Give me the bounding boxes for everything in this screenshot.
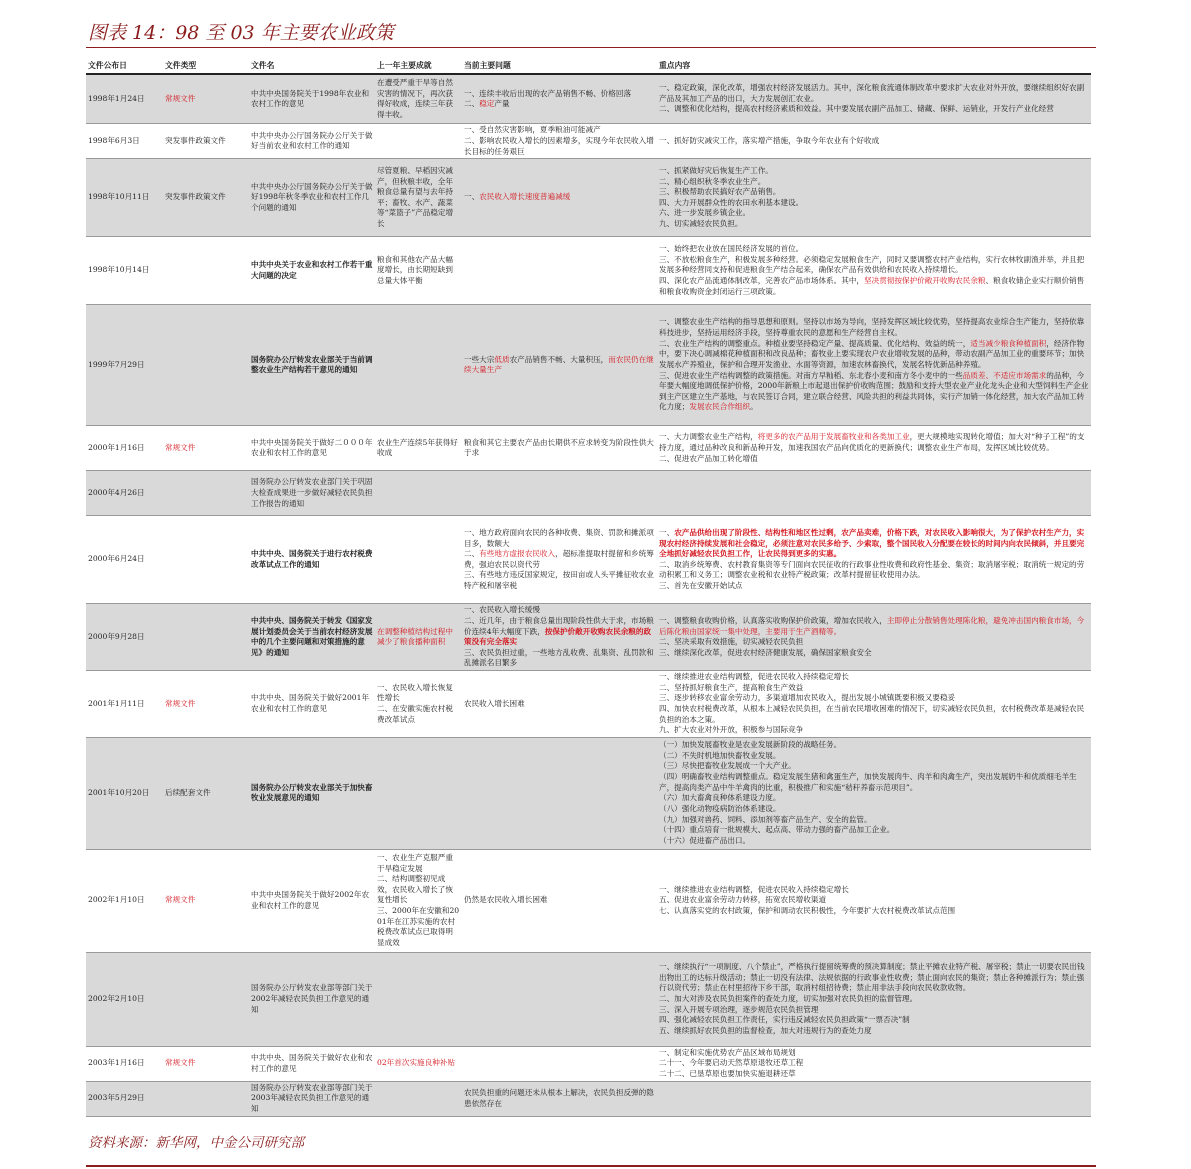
cell-type: 常规文件 [163, 74, 249, 124]
bottom-divider [86, 1165, 1096, 1167]
highlighted-text: 而农民仍在继续大量生产 [464, 354, 654, 375]
source-note: 资料来源：新华网，中金公司研究部 [88, 1135, 304, 1151]
cell-name: 国务院办公厅转发农业部等部门关于2003年减轻农民负担工作意见的通知 [249, 1081, 375, 1116]
header-type: 文件类型 [163, 60, 249, 74]
cell-content [657, 237, 1091, 305]
cell-content-text: 二、精心组织秋冬季农业生产。 [659, 176, 766, 186]
cell-content-line [659, 136, 1089, 147]
cell-content-line [659, 885, 1089, 896]
cell-problem-text: 粮食和其它主要农产品由长期供不应求转变为阶段性供大于求 [464, 437, 654, 458]
cell-content-text: （十四）重点培育一批规模大、起点高、带动力强的畜产品加工企业。 [659, 825, 895, 835]
cell-content-text: 二十二、已垦草原也要加快实施退耕还草 [659, 1069, 796, 1079]
cell-content-text: 六、进一步发展乡镇企业。 [659, 208, 751, 218]
cell-content-text: 一、继续推进农业结构调整，促进农民收入持续稳定增长 [659, 884, 849, 894]
cell-problem-text: ，超标准提取村提留和乡统筹费，强迫农民以资代劳 [464, 549, 654, 569]
cell-problem-line [464, 89, 655, 100]
cell-content-text: 二、农业生产结构的调整重点。种植业要坚持稳定产量、提高质量、优化结构、效益的统一， [659, 338, 971, 348]
cell-date: 2000年4月26日 [86, 471, 163, 516]
cell-result-line [377, 683, 460, 704]
cell-name: 中共中央办公厅国务院办公厅关于做好当前农业和农村工作的通知 [249, 124, 375, 159]
header-content: 重点内容 [657, 60, 1091, 74]
cell-content-line [659, 198, 1089, 209]
cell-content-line [659, 761, 1089, 772]
cell-content-text: 三、不放松粮食生产，积极发展多种经营。必须稳定发展粮食生产，同时又要调整农村产业结构，实行农林牧副渔并举，并且把发展多种经营同支持和促进粮食生产结合起来，确保农产品有效供给和农民收入持续增长。 [659, 254, 1085, 275]
cell-result [375, 952, 462, 1046]
cell-content-line [659, 104, 1089, 115]
cell-problem [462, 426, 657, 471]
cell-problem-line [464, 438, 655, 459]
cell-problem-line [464, 125, 655, 136]
cell-content-text: 二、坚持抓好粮食生产，提高粮食生产效益 [659, 682, 804, 692]
cell-name: 中共中央国务院关于做好二０００年农业和农村工作的意见 [249, 426, 375, 471]
cell-content [657, 74, 1091, 124]
cell-problem-line [464, 355, 655, 376]
highlighted-text: 坚决贯彻按保护价敞开收购农民余粮 [864, 276, 986, 286]
cell-problem [462, 952, 657, 1046]
cell-result-text: 二、结构调整初见成效，农民收入增长了恢复性增长 [377, 874, 453, 905]
cell-content-text: 一、调整粮食收购价格，认真落实收购保护价政策，增加农民收入， [659, 615, 887, 625]
cell-problem-line [464, 1088, 655, 1109]
cell-date: 1998年6月3日 [86, 124, 163, 159]
cell-content [657, 471, 1091, 516]
cell-content-line [659, 1069, 1089, 1080]
cell-content [657, 849, 1091, 952]
cell-result-line [377, 704, 460, 725]
cell-content [657, 516, 1091, 604]
cell-problem-text: 一、地方政府面向农民的各种收费、集资、罚款和摊派项目多，数额大 [464, 527, 654, 548]
cell-type: 常规文件 [163, 426, 249, 471]
cell-problem [462, 737, 657, 849]
cell-content-line [659, 432, 1089, 453]
cell-content-line [659, 1005, 1089, 1016]
cell-result [375, 849, 462, 952]
cell-date: 2000年9月28日 [86, 604, 163, 671]
cell-result-text: 二、在安徽实施农村税费改革试点 [377, 703, 453, 724]
cell-name: 国务院办公厅转发农业部关于加快畜牧业发展意见的通知 [249, 737, 375, 849]
cell-problem [462, 849, 657, 952]
cell-result [375, 124, 462, 159]
cell-problem [462, 604, 657, 671]
cell-content [657, 737, 1091, 849]
cell-result [375, 305, 462, 426]
cell-content-text: 三、促进农业生产结构调整的政策措施。对南方早籼稻、东北春小麦和南方冬小麦中的一些 [659, 370, 963, 380]
cell-content-text: ，经济作物中，要下决心调减棉花种植面积和改良品种；畜牧业上要实现农户农业增收发展的品种，带动农副产品加工业的重要环节；加快发展水产养殖业，保护和合理开发渔业、水面等资源，加速农林畜换代，发展名特优新品种养殖。 [659, 338, 1085, 369]
table-row [86, 74, 1091, 124]
cell-name: 中共中央、国务院关于进行农村税费改革试点工作的通知 [249, 516, 375, 604]
cell-name: 国务院办公厅转发农业部等部门关于2002年减轻农民负担工作意见的通知 [249, 952, 375, 1046]
cell-date: 2003年1月16日 [86, 1046, 163, 1081]
cell-problem-text: 一、连续丰收后出现的农产品销售不畅、价格回落 [464, 88, 632, 98]
cell-date: 2001年1月11日 [86, 671, 163, 738]
cell-problem [462, 74, 657, 124]
cell-content-line [659, 906, 1089, 917]
cell-problem [462, 237, 657, 305]
cell-problem-text: 一、 [464, 192, 480, 202]
cell-content [657, 426, 1091, 471]
cell-content-text: 一、抓好防灾减灾工作，落实增产措施，争取今年农业有个好收成 [659, 136, 880, 146]
cell-content-line [659, 895, 1089, 906]
cell-content-text: 一、制定和实施优势农产品区域布局规划 [659, 1047, 796, 1057]
cell-content-text: 三、逐步转移农业富余劳动力，多渠道增加农民收入，提出发展小城镇既要积极又要稳妥 [659, 693, 956, 703]
cell-content-text: 一、调整农业生产结构的指导思想和原则。坚持以市场为导向，坚持发挥区域比较优势，坚持提高农业综合生产能力，坚持依靠科技进步，坚持运用经济手段，坚持尊重农民的意愿和生产经营自主权。 [659, 317, 1085, 338]
cell-result-line [377, 1058, 460, 1069]
cell-content [657, 952, 1091, 1046]
cell-problem [462, 1081, 657, 1116]
cell-type: 常规文件 [163, 1046, 249, 1081]
cell-content-text: （九）加强对兽药、饲料、添加剂等畜产品生产、安全的监管。 [659, 814, 872, 824]
cell-result [375, 516, 462, 604]
table-row [86, 124, 1091, 159]
cell-content-line [659, 962, 1089, 994]
cell-date: 1998年10月11日 [86, 159, 163, 237]
cell-date: 1999年7月29日 [86, 305, 163, 426]
cell-problem-text: 三、有些地方违反国家规定，按田亩或人头平摊征收农业特产税和屠宰税 [464, 570, 654, 591]
cell-type [163, 237, 249, 305]
cell-type: 常规文件 [163, 671, 249, 738]
cell-result-line [377, 166, 460, 230]
cell-problem [462, 124, 657, 159]
cell-content-line [659, 219, 1089, 230]
cell-content-text: ，更大规模地实现转化增值；加大对“种子工程”的支持力度，通过品种改良和新品种开发，加速我国农产品向优质化的更新换代；调整农业生产布局，发挥区域比较优势。 [659, 432, 1085, 452]
cell-name: 中共中央、国务院关于做好2001年农业和农村工作的意见 [249, 671, 375, 738]
cell-content-text: 一、始终把农业放在国民经济发展的首位。 [659, 244, 804, 254]
table-row [86, 426, 1091, 471]
cell-content-line [659, 672, 1089, 683]
cell-content-text: （十六）促进畜产品出口。 [659, 835, 751, 845]
cell-content-line [659, 166, 1089, 177]
cell-content-line [659, 815, 1089, 826]
cell-result-line [377, 874, 460, 906]
cell-content-line [659, 177, 1089, 188]
cell-content-text: 。 [750, 402, 758, 412]
cell-content-text: 三、继续深化改革，促进农村经济健康发展，确保国家粮食安全 [659, 647, 872, 657]
cell-name: 中共中央关于农业和农村工作若干重大问题的决定 [249, 237, 375, 305]
cell-date: 2003年5月29日 [86, 1081, 163, 1116]
cell-result [375, 1081, 462, 1116]
cell-content-line [659, 1015, 1089, 1026]
cell-content-line [659, 276, 1089, 297]
cell-content [657, 124, 1091, 159]
cell-problem-line [464, 895, 655, 906]
cell-result [375, 237, 462, 305]
cell-content [657, 1081, 1091, 1116]
table-body [86, 74, 1091, 1116]
cell-problem-text: 一、受自然灾害影响，夏季粮油可能减产 [464, 125, 601, 135]
cell-content-line [659, 648, 1089, 659]
cell-result [375, 159, 462, 237]
table-row [86, 516, 1091, 604]
cell-content-line [659, 1048, 1089, 1059]
cell-problem [462, 471, 657, 516]
highlighted-text: 主即停止分散销售处理陈化粮，避免冲击国内粮食市场，今后陈化粮由国家统一集中处理，主要用于生产酒精等。 [659, 615, 1085, 636]
cell-content-line [659, 683, 1089, 694]
cell-content-text: 的品种，今年要大幅度地调低保护价格，2000年新粮上市起退出保护价收购范围；鼓励和支持大型农业产业化龙头企业和大型饲料生产企业到主产区建立生产基地，与农民签订合同，建立联合经营、风险共担的利益共同体，实行产加销一体化经营，加大农产品加工转化力度； [659, 370, 1089, 412]
cell-content-line [659, 751, 1089, 762]
cell-result-text: 农业生产连续5年获得好收成 [377, 437, 458, 458]
table-row [86, 1046, 1091, 1081]
cell-content-line [659, 825, 1089, 836]
cell-type [163, 604, 249, 671]
cell-problem-line [464, 192, 655, 203]
policy-table [86, 60, 1091, 1117]
cell-content-text: 七、认真落实党的农村政策，保护和调动农民积极性，今年要扩大农村税费改革试点范围 [659, 906, 956, 916]
cell-problem [462, 671, 657, 738]
cell-type [163, 516, 249, 604]
cell-content-text: 九、切实减轻农民负担。 [659, 219, 743, 229]
cell-result-line [377, 627, 460, 648]
cell-content-text: （三）尽快把畜牧业发展成一个大产业。 [659, 761, 796, 771]
cell-content-text: 五、继续抓好农民负担的监督检查，加大对违规行为的查处力度 [659, 1025, 872, 1035]
cell-type [163, 471, 249, 516]
cell-content-text: 五、促进农业富余劳动力转移，拓宽农民增收渠道 [659, 895, 827, 905]
cell-problem [462, 159, 657, 237]
table-row [86, 305, 1091, 426]
table-row [86, 952, 1091, 1046]
cell-content-line [659, 454, 1089, 465]
cell-problem-line [464, 528, 655, 549]
highlighted-text: 按保护价敞开收购农民余粮的政策没有完全落实 [464, 626, 652, 647]
cell-content-line [659, 187, 1089, 198]
header-problem: 当前主要问题 [462, 60, 657, 74]
cell-result-line [377, 78, 460, 121]
cell-date: 2000年6月24日 [86, 516, 163, 604]
highlighted-text: 农民收入增长速度普遍减缓 [479, 192, 571, 202]
cell-content-text: 四、加快农村税费改革，从根本上减轻农民负担，在当前农民增收困难的情况下，切实减轻农民负担，农村税费改革是减轻农民负担的治本之策。 [659, 703, 1085, 724]
cell-content-line [659, 1058, 1089, 1069]
cell-content [657, 604, 1091, 671]
cell-content-line [659, 616, 1089, 637]
cell-problem-text: 仍然是农民收入增长困难 [464, 895, 548, 905]
cell-type: 常规文件 [163, 849, 249, 952]
cell-result [375, 1046, 462, 1081]
table-row [86, 159, 1091, 237]
highlighted-text: 将更多的农产品用于发展畜牧业和各类加工业 [757, 432, 910, 442]
cell-content-line [659, 255, 1089, 276]
cell-content-line [659, 693, 1089, 704]
cell-content-text: 二、坚决采取有效措施，切实减轻农民负担 [659, 637, 804, 647]
highlighted-text: 品质差、不适应市场需求 [962, 370, 1047, 380]
cell-problem-text: 一、农民收入增长缓慢 [464, 605, 540, 615]
cell-content-text: 一、稳定政策，深化改革，增强农村经济发展活力。其中，深化粮食流通体制改革中要求扩大农业对外开放，要继续组织好农副产品及其加工产品的出口，大力发展创汇农业。 [659, 83, 1085, 103]
cell-date: 2002年2月10日 [86, 952, 163, 1046]
cell-content-text: 二、调整和优化结构，提高农村经济素质和效益。其中要发展农副产品加工、储藏、保鲜、运销业，开发行产业化经营 [659, 104, 1054, 114]
cell-content-line [659, 804, 1089, 815]
cell-problem-text: 一些大宗 [464, 354, 495, 364]
cell-content-text: （六）加大畜禽良种体系建设力度。 [659, 793, 781, 803]
cell-date: 1998年10月14日 [86, 237, 163, 305]
cell-content-text: （二）不失时机地加快畜牧业发展。 [659, 750, 781, 760]
cell-content-text: 一、继续推进农业结构调整，促进农民收入持续稳定增长 [659, 672, 849, 682]
cell-content [657, 159, 1091, 237]
cell-content-line [659, 317, 1089, 338]
cell-name: 国务院办公厅转发农业部门关于巩固大检查成果进一步做好减轻农民负担工作报告的通知 [249, 471, 375, 516]
header-name: 文件名 [249, 60, 375, 74]
header-date: 文件公布日 [86, 60, 163, 74]
cell-content-text: 一、大力调整农业生产结构， [659, 432, 758, 442]
cell-type [163, 1081, 249, 1116]
highlighted-text: 稳定 [479, 99, 495, 109]
table-row [86, 671, 1091, 738]
cell-name: 中共中央、国务院关于做好农业和农村工作的意见 [249, 1046, 375, 1081]
cell-content-text: 一、继续执行“一项制度、八个禁止”，严格执行提留统筹费的预决算制度；禁止平摊农业特产税、屠宰税；禁止一切要农民出钱出物出工的达标升级活动；禁止一切没有法律、法规依据的行政事业性收费；禁止面向农民的集资；禁止各种摊派行为；禁止强行以资代劳；禁止在村里招待下乡干部，取消村组招待费；禁止用非法手段向农民收款收物。 [659, 962, 1085, 993]
cell-problem-line [464, 549, 655, 570]
cell-content-text: 一、 [659, 527, 675, 537]
cell-content [657, 305, 1091, 426]
cell-problem-line [464, 136, 655, 157]
cell-name: 国务院办公厅转发农业部关于当前调整农业生产结构若干意见的通知 [249, 305, 375, 426]
cell-problem [462, 1046, 657, 1081]
cell-problem-text: 二、 [464, 549, 480, 559]
cell-content-text: 二、取消乡统筹费、农村教育集资等专门面向农民征收的行政事业性收费和政府性基金、集资；取消屠宰税；取消统一规定的劳动积累工和义务工；调整农业税和农业特产税政策；改革村提留征收使用办法。 [659, 559, 1085, 580]
cell-date: 2001年10月20日 [86, 737, 163, 849]
cell-problem-line [464, 570, 655, 591]
cell-content-line [659, 994, 1089, 1005]
highlighted-text: 在调整种植结构过程中减少了粮食播种面积 [377, 626, 453, 647]
cell-content-text: 九、扩大农业对外开放，积极参与国际竞争 [659, 725, 804, 735]
cell-content-text: （四）明确畜牧业结构调整重点。稳定发展生猪和禽蛋生产，加快发展肉牛、肉羊和肉禽生产，突出发展奶牛和优质细毛羊生产，提高肉类产品中牛羊禽肉的比重，积极推广和实施“秸秆养畜示范项目”。 [659, 772, 1077, 792]
table-row [86, 737, 1091, 849]
table-header-row [86, 60, 1091, 74]
cell-problem-text: 二、 [464, 99, 480, 109]
cell-type [163, 305, 249, 426]
highlighted-text: 02年首次实施良种补贴 [377, 1058, 456, 1068]
cell-problem-line [464, 616, 655, 648]
cell-content-text: （八）强化动物疫病防治体系建设。 [659, 803, 781, 813]
cell-type [163, 952, 249, 1046]
cell-result-text: 尽管夏粮、早稻因灾减产，但秋粮丰收，全年粮食总量有望与去年持平；畜牧、水产、蔬菜等“菜篮子”产品稳定增长 [377, 165, 454, 229]
table-row [86, 849, 1091, 952]
cell-result-text: 三、2000年在安徽和2001年在江苏实施的农村税费改革试点已取得明显成效 [377, 906, 460, 947]
cell-problem [462, 305, 657, 426]
highlighted-text: 发展农民合作组织 [689, 402, 751, 412]
cell-content-line [659, 83, 1089, 104]
cell-result [375, 671, 462, 738]
cell-content-line [659, 244, 1089, 255]
cell-content-line [659, 528, 1089, 560]
cell-content-text: 、粮食收储企业实行顺价销售和粮食收购资金封闭运行三项政策。 [659, 276, 1085, 296]
cell-problem-text: 农民收入增长困难 [464, 698, 525, 708]
table-row [86, 471, 1091, 516]
highlighted-text: 农产品供给出现了阶段性、结构性和地区性过剩，农产品卖难，价格下跌，对农民收入影响很大，为了保护农村生产力，实现农村经济持续发展和社会稳定，必须注意对农民多给予、少索取，整个国民收入分配要在较长的时间内向农民倾斜，并且要完全地抓好减轻农民负担工作，让农民得到更多的实惠。 [659, 527, 1085, 559]
cell-result [375, 426, 462, 471]
cell-content-text: 四、大力开展群众性的农田水利基本建设。 [659, 197, 804, 207]
cell-content-line [659, 793, 1089, 804]
cell-name: 中共中央办公厅国务院办公厅关于做好1998年秋冬季农业和农村工作几个问题的通知 [249, 159, 375, 237]
header-result: 上一年主要成就 [375, 60, 462, 74]
cell-content-text: 三、首先在安徽开始试点 [659, 581, 743, 591]
cell-date: 1998年1月24日 [86, 74, 163, 124]
cell-content-line [659, 560, 1089, 581]
cell-result-line [377, 438, 460, 459]
cell-result [375, 604, 462, 671]
cell-result-text: 一、农业生产克服严重干旱稳定发展 [377, 852, 453, 873]
cell-content-line [659, 1026, 1089, 1037]
cell-content-text: （一）加快发展畜牧业是农业发展新阶段的战略任务。 [659, 740, 842, 750]
cell-problem-line [464, 699, 655, 710]
cell-result-line [377, 853, 460, 874]
cell-date: 2000年1月16日 [86, 426, 163, 471]
cell-result-line [377, 906, 460, 949]
cell-name: 中共中央、国务院关于转发《国家发展计划委员会关于当前农村经济发展中的几个主要问题和对策措施的意见》的通知 [249, 604, 375, 671]
cell-result [375, 471, 462, 516]
cell-type: 突发事件政策文件 [163, 159, 249, 237]
cell-result-line [377, 255, 460, 287]
cell-problem-text: 三、农民负担过重，一些地方乱收费、乱集资、乱罚款和乱摊派名目繁多 [464, 647, 654, 668]
cell-result-text: 粮食和其他农产品大幅度增长，由长期短缺到总量大体平衡 [377, 254, 453, 286]
cell-content-text: 四、强化减轻农民负担工作责任，实行违反减轻农民负担政策“一票否决”制 [659, 1015, 910, 1025]
cell-content-line [659, 725, 1089, 736]
cell-problem-text: 产量 [494, 99, 510, 109]
cell-content-line [659, 581, 1089, 592]
cell-result [375, 74, 462, 124]
cell-content-line [659, 208, 1089, 219]
cell-problem-text: 农产品销售不畅、大量积压， [509, 354, 609, 364]
table-row [86, 604, 1091, 671]
highlighted-text: 适当减少粮食种植面积 [970, 338, 1047, 348]
cell-type: 突发事件政策文件 [163, 124, 249, 159]
cell-content [657, 1046, 1091, 1081]
title-divider [86, 47, 1096, 48]
cell-content-text: 三、积极帮助农民搞好农产品销售。 [659, 187, 781, 197]
table-row [86, 237, 1091, 305]
cell-content-line [659, 339, 1089, 371]
cell-content-line [659, 836, 1089, 847]
cell-problem-text: 农民负担重的问题还未从根本上解决，农民负担反弹的隐患依然存在 [464, 1087, 654, 1108]
cell-problem-text: 二、影响农民收入增长的因素增多，实现今年农民收入增长目标的任务艰巨 [464, 136, 654, 156]
cell-problem-text: 二、近几年，由于粮食总量出现阶段性供大于求，市场粮价连续4年大幅度下跌， [464, 615, 654, 636]
cell-content-line [659, 371, 1089, 414]
cell-name: 中共中央国务院关于1998年农业和农村工作的意见 [249, 74, 375, 124]
cell-problem-line [464, 648, 655, 669]
cell-result [375, 737, 462, 849]
cell-content-line [659, 740, 1089, 751]
cell-name: 中共中央国务院关于做好2002年农业和农村工作的意见 [249, 849, 375, 952]
cell-content-text: 二十一、今年要启动天然草原退牧还草工程 [659, 1058, 804, 1068]
cell-content-text: 一、抓紧做好灾后恢复生产工作。 [659, 165, 773, 175]
highlighted-text: 有些地方虚报农民收入 [479, 549, 556, 559]
cell-content-text: 二、促进农产品加工转化增值 [659, 453, 758, 463]
cell-content-text: 二、加大对涉及农民负担案件的查处力度，切实加强对农民负担的监督管理。 [659, 993, 918, 1003]
cell-content-line [659, 637, 1089, 648]
cell-problem [462, 516, 657, 604]
cell-result-text: 一、农民收入增长恢复性增长 [377, 682, 453, 703]
cell-problem-line [464, 605, 655, 616]
cell-date: 2002年1月10日 [86, 849, 163, 952]
cell-result-text: 在遭受严重干旱等自然灾害的情况下，再次获得好收成，连续三年获得丰收。 [377, 77, 453, 119]
cell-type: 后续配套文件 [163, 737, 249, 849]
highlighted-text: 低质 [494, 354, 510, 364]
cell-problem-line [464, 99, 655, 110]
cell-content-line [659, 704, 1089, 725]
cell-content-line [659, 772, 1089, 793]
page-title: 图表 14：98 至 03 年主要农业政策 [88, 22, 394, 44]
table-row [86, 1081, 1091, 1116]
cell-content-text: 三、深入开展专项治理，逐步规范农民负担管理 [659, 1004, 819, 1014]
cell-content-text: 四、深化农产品流通体制改革，完善农产品市场体系。其中， [659, 276, 865, 286]
cell-content [657, 671, 1091, 738]
